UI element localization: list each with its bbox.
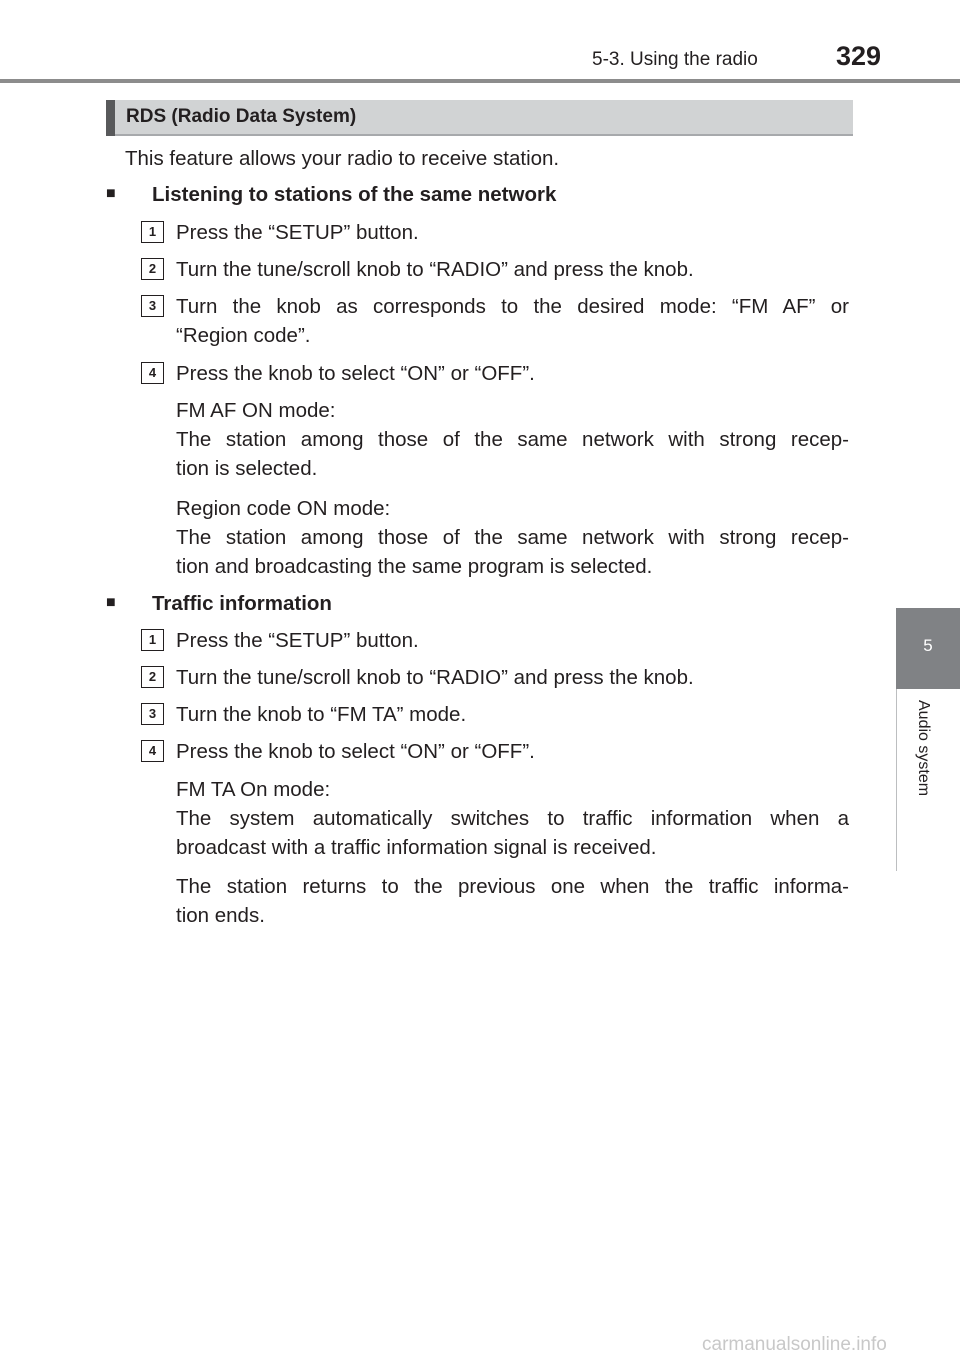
step-text: Turn the tune/scroll knob to “RADIO” and press the knob. (176, 258, 694, 281)
note-title: Region code ON mode: (176, 497, 391, 520)
step-text: Turn the tune/scroll knob to “RADIO” and press the knob. (176, 666, 694, 689)
note-text: The system automatically switches to traffic information when a (176, 807, 849, 830)
header-section-title: 5-3. Using the radio (592, 49, 758, 70)
step-badge: 3 (141, 703, 164, 725)
step-text: Press the knob to select “ON” or “OFF”. (176, 362, 535, 385)
note-title: FM TA On mode: (176, 778, 331, 801)
note-text: The station among those of the same network with strong recep- (176, 526, 849, 549)
header-divider (0, 79, 960, 83)
note-text-cont: tion ends. (176, 904, 265, 927)
bullet-square-icon: ■ (106, 185, 116, 202)
section-heading (106, 100, 853, 136)
note-text-cont: tion and broadcasting the same program is selected. (176, 555, 653, 578)
note-text: The station among those of the same network with strong recep- (176, 428, 849, 451)
page-number: 329 (836, 41, 882, 71)
subsection-heading-traffic: Traffic information (152, 592, 332, 615)
note-text: The station returns to the previous one when the traffic informa- (176, 875, 849, 898)
chapter-number: 5 (923, 636, 933, 655)
subsection-heading-network: Listening to stations of the same network (152, 183, 557, 206)
step-text: Press the knob to select “ON” or “OFF”. (176, 740, 535, 763)
chapter-label: Audio system (915, 700, 932, 797)
step-text: Press the “SETUP” button. (176, 629, 419, 652)
step-text-cont: “Region code”. (176, 324, 311, 347)
step-badge: 2 (141, 666, 164, 688)
note-title: FM AF ON mode: (176, 399, 336, 422)
step-text: Turn the knob to “FM TA” mode. (176, 703, 467, 726)
step-text: Press the “SETUP” button. (176, 221, 419, 244)
step-badge: 1 (141, 629, 164, 651)
step-badge: 4 (141, 740, 164, 762)
section-title: RDS (Radio Data System) (126, 106, 357, 127)
step-badge: 1 (141, 221, 164, 243)
note-text-cont: tion is selected. (176, 457, 318, 480)
note-text-cont: broadcast with a traffic information signal is received. (176, 836, 657, 859)
intro-text: This feature allows your radio to receive station. (125, 147, 560, 170)
watermark-url: carmanualsonline.info (702, 1334, 887, 1355)
section-heading-bar (106, 100, 115, 136)
step-text: Turn the knob as corresponds to the desired mode: “FM AF” or (176, 295, 849, 318)
step-badge: 3 (141, 295, 164, 317)
page-header (0, 0, 960, 84)
chapter-tab[interactable] (896, 608, 960, 689)
step-badge: 2 (141, 258, 164, 280)
bullet-square-icon: ■ (106, 594, 116, 611)
step-badge: 4 (141, 362, 164, 384)
